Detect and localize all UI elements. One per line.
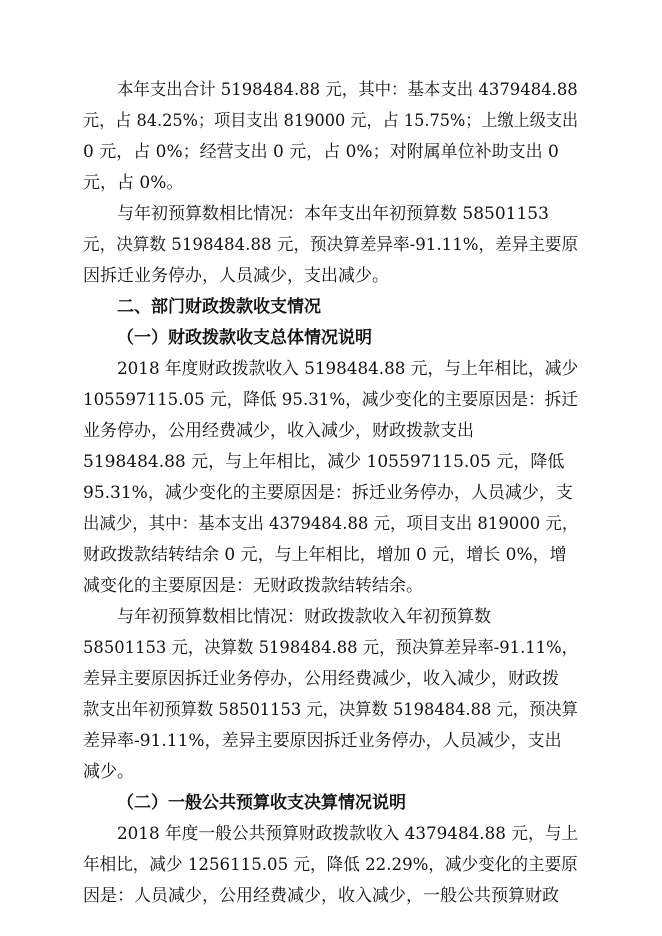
text-line: 款支出年初预算数 58501153 元，决算数 5198484.88 元，预决算: [83, 700, 578, 720]
text-line: 95.31%，减少变化的主要原因是：拆迁业务停办，人员减少，支: [83, 483, 573, 503]
text-line: 业务停办，公用经费减少，收入减少，财政拨款支出: [83, 421, 474, 441]
subsection-heading: （二）一般公共预算收支决算情况说明: [117, 793, 406, 813]
text-line: 年相比，减少 1256115.05 元，降低 22.29%，减少变化的主要原: [83, 855, 578, 875]
text-line: 2018 年度财政拨款收入 5198484.88 元，与上年相比，减少: [117, 359, 579, 379]
text-line: 财政拨款结转结余 0 元，与上年相比，增加 0 元，增长 0%，增: [83, 545, 567, 565]
text-line: 减少。: [83, 762, 134, 782]
text-line: 元，占 84.25%；项目支出 819000 元，占 15.75%；上缴上级支出: [83, 111, 579, 131]
text-line: 0 元，占 0%；经营支出 0 元，占 0%；对附属单位补助支出 0: [83, 142, 559, 162]
subsection-heading: （一）财政拨款收支总体情况说明: [117, 328, 372, 348]
text-line: 与年初预算数相比情况：财政拨款收入年初预算数: [117, 607, 491, 627]
text-line: 因拆迁业务停办，人员减少，支出减少。: [83, 266, 389, 286]
text-line: 5198484.88 元，与上年相比，减少 105597115.05 元，降低: [83, 452, 565, 472]
text-line: 差异主要原因拆迁业务停办，公用经费减少，收入减少，财政拨: [83, 669, 559, 689]
text-line: 因是：人员减少，公用经费减少，收入减少，一般公共预算财政: [83, 886, 559, 906]
text-line: 出减少，其中：基本支出 4379484.88 元，项目支出 819000 元，: [83, 514, 579, 534]
text-line: 2018 年度一般公共预算财政拨款收入 4379484.88 元，与上: [117, 824, 579, 844]
text-line: 差异率-91.11%，差异主要原因拆迁业务停办，人员减少，支出: [83, 731, 562, 751]
text-line: 减变化的主要原因是：无财政拨款结转结余。: [83, 576, 423, 596]
text-line: 元，占 0%。: [83, 173, 184, 193]
text-line: 58501153 元，决算数 5198484.88 元，预决算差异率-91.11%，: [83, 638, 579, 658]
section-heading: 二、部门财政拨款收支情况: [117, 297, 321, 317]
text-line: 本年支出合计 5198484.88 元，其中：基本支出 4379484.88: [117, 80, 578, 100]
text-line: 105597115.05 元，降低 95.31%，减少变化的主要原因是：拆迁: [83, 390, 579, 410]
text-line: 元，决算数 5198484.88 元，预决算差异率-91.11%，差异主要原: [83, 235, 579, 255]
text-line: 与年初预算数相比情况：本年支出年初预算数 58501153: [117, 204, 549, 224]
